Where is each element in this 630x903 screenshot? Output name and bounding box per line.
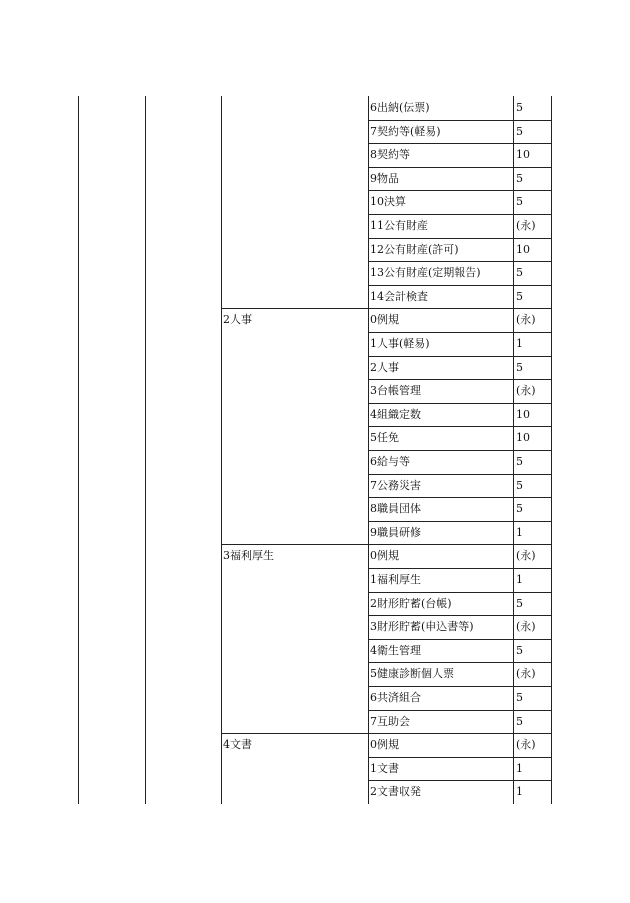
row-divider [368,120,552,121]
retention-period: 5 [516,289,523,303]
row-divider [368,214,552,215]
retention-period: (永) [516,667,536,681]
item-name: 1福利厚生 [370,573,421,586]
row-divider [368,143,552,144]
retention-period: 10 [516,431,530,445]
item-name: 4組織定数 [370,407,421,421]
retention-period: 10 [516,242,530,256]
category-label: 3福利厚生 [223,549,274,563]
table-column-border [145,96,146,804]
item-name: 4衛生管理 [370,643,421,657]
retention-period: 1 [516,337,523,350]
category-label: 2人事 [223,313,252,327]
row-divider [368,261,552,262]
item-name: 7公務災害 [370,478,421,492]
item-name: 1文書 [370,761,399,775]
item-name: 5任免 [370,431,399,445]
item-name: 6給与等 [370,455,410,468]
item-name: 1人事(軽易) [370,337,430,350]
retention-period: 10 [516,148,530,162]
row-divider [368,662,552,663]
row-divider [368,403,552,404]
row-divider [368,686,552,687]
row-divider [368,757,552,758]
retention-period: 5 [516,714,523,728]
item-name: 9職員研修 [370,525,421,539]
retention-period: (永) [516,313,536,327]
retention-period: 5 [516,478,523,492]
group-divider [221,733,552,734]
row-divider [368,615,552,616]
item-name: 6共済組合 [370,691,421,704]
item-name: 3台帳管理 [370,384,421,398]
retention-period: 10 [516,407,530,421]
item-name: 9物品 [370,171,399,185]
row-divider [368,450,552,451]
group-divider [221,544,552,545]
item-name: 5健康診断個人票 [370,667,454,681]
retention-period: (永) [516,549,536,563]
row-divider [368,190,552,191]
item-name: 8職員団体 [370,502,421,516]
row-divider [368,474,552,475]
item-name: 3財形貯蓄(申込書等) [370,620,474,634]
row-divider [368,238,552,239]
retention-period: 5 [516,101,523,114]
row-divider [368,426,552,427]
retention-period: 5 [516,360,523,374]
retention-period: (永) [516,384,536,398]
row-divider [368,710,552,711]
retention-period: 1 [516,785,523,799]
table-column-border [78,96,79,804]
row-divider [368,285,552,286]
retention-period: 5 [516,124,523,138]
row-divider [368,497,552,498]
item-name: 0例規 [370,549,399,563]
retention-period: 5 [516,643,523,657]
retention-period: 5 [516,691,523,704]
item-name: 11公有財産 [370,219,428,232]
retention-period: 5 [516,266,523,280]
row-divider [368,592,552,593]
item-name: 2財形貯蓄(台帳) [370,596,452,610]
category-label: 4文書 [223,738,252,752]
retention-period: 5 [516,596,523,610]
retention-period: 5 [516,455,523,468]
retention-period: (永) [516,738,536,752]
row-divider [368,379,552,380]
table-column-border [221,96,222,804]
group-divider [221,308,552,309]
retention-period: 5 [516,195,523,209]
row-divider [368,780,552,781]
item-name: 8契約等 [370,148,410,162]
item-name: 0例規 [370,738,399,752]
item-name: 2文書収発 [370,785,421,799]
row-divider [368,521,552,522]
retention-period: 5 [516,502,523,516]
item-name: 14会計検査 [370,289,428,303]
item-name: 7契約等(軽易) [370,124,441,138]
retention-period: 1 [516,525,523,539]
row-divider [368,356,552,357]
item-name: 10決算 [370,195,406,209]
item-name: 6出納(伝票) [370,101,430,114]
row-divider [368,639,552,640]
retention-period: (永) [516,219,536,232]
item-name: 13公有財産(定期報告) [370,266,481,280]
item-name: 12公有財産(許可) [370,242,459,256]
item-name: 0例規 [370,313,399,327]
item-name: 7互助会 [370,714,410,728]
retention-period: 1 [516,761,523,775]
row-divider [368,167,552,168]
row-divider [368,568,552,569]
retention-period: 1 [516,573,523,586]
retention-period: 5 [516,171,523,185]
item-name: 2人事 [370,360,399,374]
retention-period: (永) [516,620,536,634]
row-divider [368,332,552,333]
